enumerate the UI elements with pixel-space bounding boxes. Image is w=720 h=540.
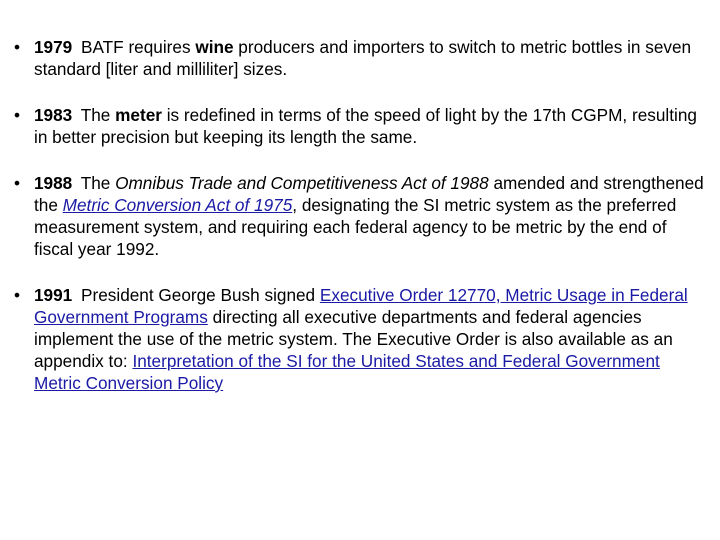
year-label: 1979 [34,37,73,57]
timeline-item-1988 [8,172,708,260]
bullet-icon: • [13,173,21,193]
year-label: 1988 [34,173,73,193]
item-text: The [80,105,116,125]
item-bold-term: meter [115,105,162,125]
item-text: The [80,173,116,193]
si-interpretation-link[interactable]: Interpretation of the SI for the United States and Federal Government Metric Conversion Policy [34,351,660,393]
year-label: 1991 [34,285,73,305]
metric-conversion-act-link[interactable]: Metric Conversion Act of 1975 [62,195,293,215]
bullet-icon: • [13,37,21,57]
timeline-item-1979 [8,36,708,80]
item-text: amended and strengthened the [34,173,704,215]
item-text: BATF requires [81,37,196,57]
year-label: 1983 [34,105,73,125]
item-text: is redefined in terms of the speed of light by the 17th CGPM, resulting in better precision but keeping its length the same. [34,105,697,147]
item-text: , designating the SI metric system as the preferred measurement system, and requiring each federal agency to be metric by the end of fiscal year 1992. [34,195,677,259]
bullet-icon: • [13,285,21,305]
item-text: producers and importers to switch to metric bottles in seven standard [liter and milliliter] sizes. [34,37,692,79]
item-bold-term: wine [195,37,234,57]
act-title: Omnibus Trade and Competitiveness Act of 1988 [115,173,489,193]
timeline-item-1991 [8,284,708,394]
timeline-item-1983 [8,104,708,148]
item-text: President George Bush signed [81,285,320,305]
bullet-icon: • [13,105,21,125]
item-text: directing all executive departments and federal agencies implement the use of the metric system. The Executive Order is also available as an appendix to: [34,307,673,371]
executive-order-link[interactable]: Executive Order 12770, Metric Usage in Federal Government Programs [34,285,688,327]
timeline-list [8,36,708,418]
